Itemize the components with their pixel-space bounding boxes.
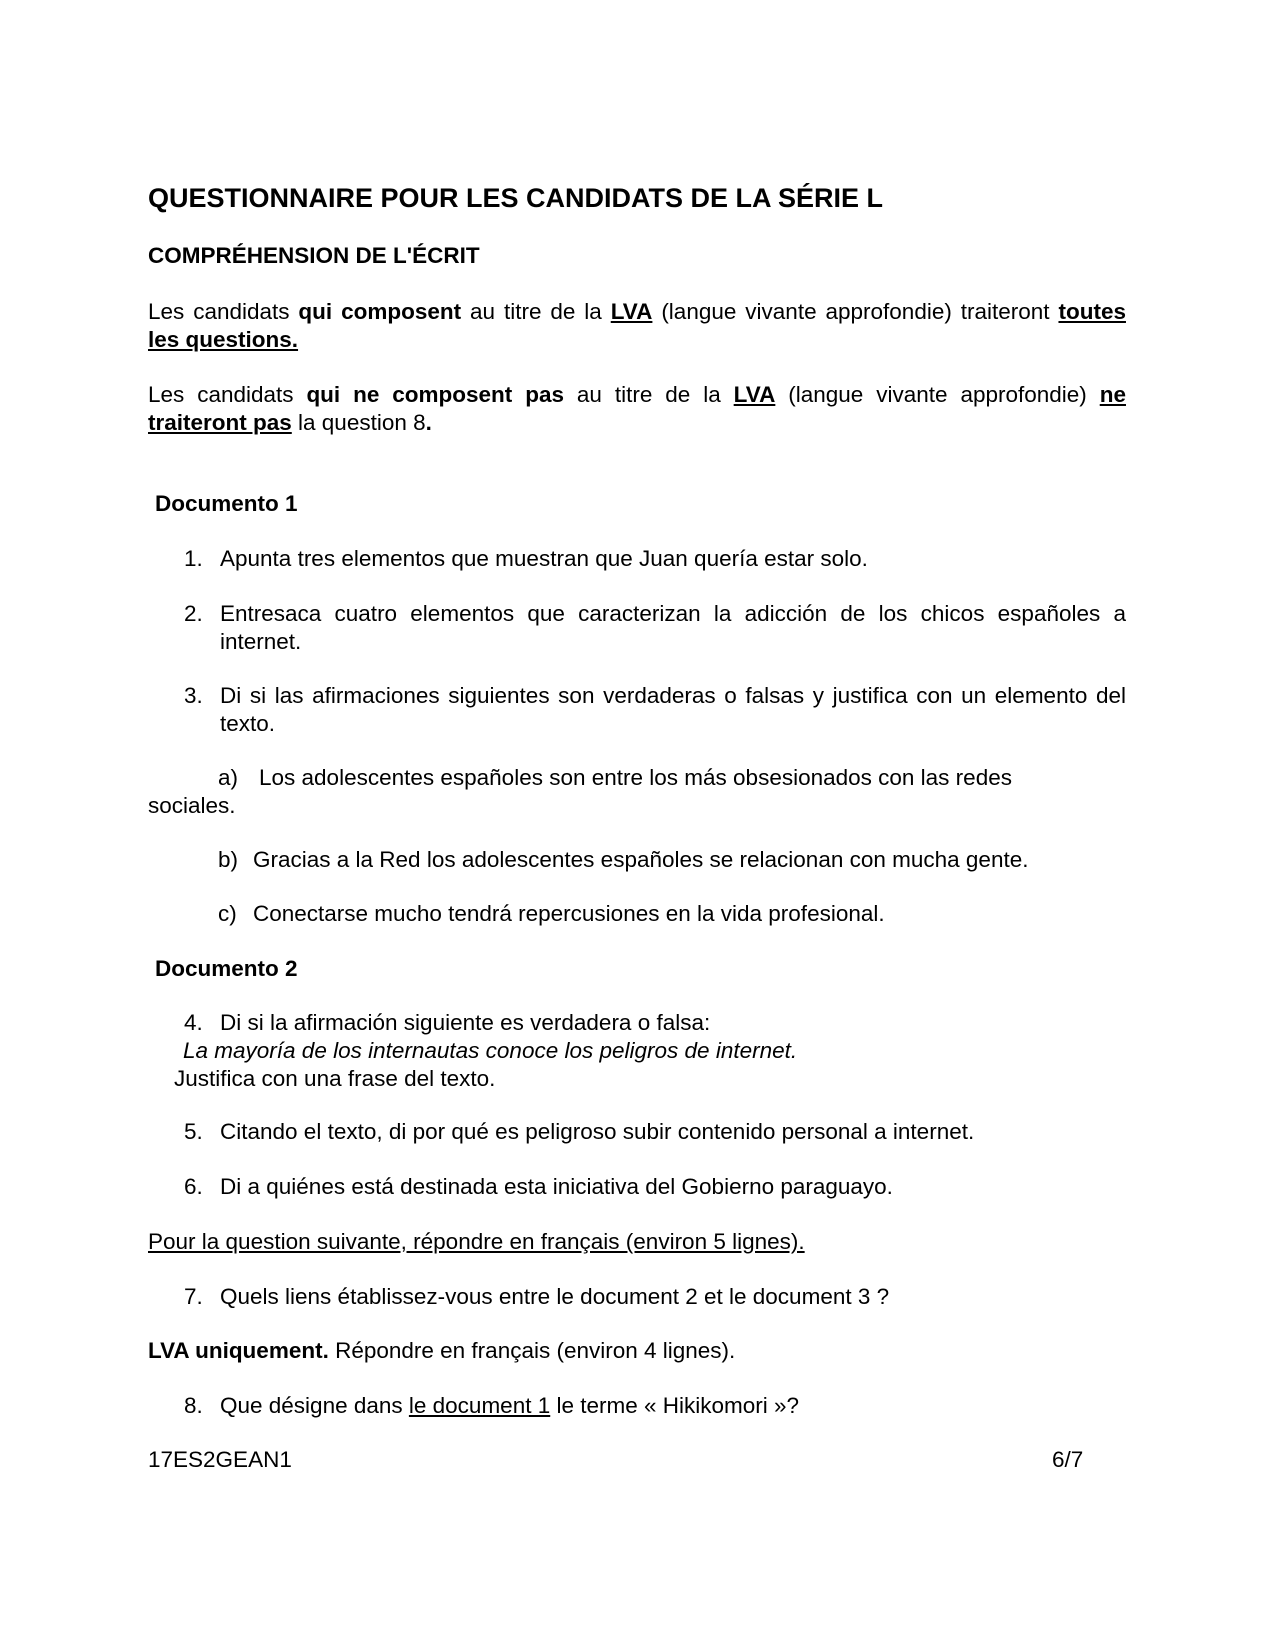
question-3a: a) Los adolescentes españoles son entre los más obsesionados con las redes sociales. (148, 765, 1012, 818)
documento-2-heading: Documento 2 (155, 956, 298, 981)
question-6: 6. Di a quiénes está destinada esta iniciativa del Gobierno paraguayo. (184, 1174, 893, 1199)
footer-code: 17ES2GEAN1 (148, 1447, 292, 1472)
documento-1-heading: Documento 1 (155, 491, 298, 516)
question-4: 4. Di si la afirmación siguiente es verdadera o falsa: La mayoría de los internautas conoce los peligros de internet. Justifica con una frase del texto. (174, 1010, 798, 1091)
question-3: 3. Di si las afirmaciones siguientes son verdaderas o falsas y justifica con un elemento del texto. (184, 683, 1126, 736)
footer-page-number: 6/7 (1052, 1447, 1084, 1472)
question-1: 1. Apunta tres elementos que muestran que Juan quería estar solo. (184, 546, 868, 571)
page-title: QUESTIONNAIRE POUR LES CANDIDATS DE LA SÉRIE L (148, 183, 884, 213)
question-3c: c) Conectarse mucho tendrá repercusiones en la vida profesional. (218, 901, 885, 926)
section-heading: COMPRÉHENSION DE L'ÉCRIT (148, 243, 480, 268)
question-8: 8. Que désigne dans le document 1 le terme « Hikikomori »? (184, 1393, 800, 1418)
question-3b: b) Gracias a la Red los adolescentes españoles se relacionan con mucha gente. (218, 847, 1029, 872)
question-2: 2. Entresaca cuatro elementos que caracterizan la adicción de los chicos españoles a internet. (184, 601, 1126, 654)
question-5: 5. Citando el texto, di por qué es peligroso subir contenido personal a internet. (184, 1119, 975, 1144)
intro-paragraph-1: Les candidats qui composent au titre de la LVA (langue vivante approfondie) traiteront toutes les questions. (148, 299, 1126, 352)
intro-paragraph-2: Les candidats qui ne composent pas au titre de la LVA (langue vivante approfondie) ne traiteront pas la question 8. (148, 382, 1126, 435)
lva-only-instruction: LVA uniquement. Répondre en français (environ 4 lignes). (148, 1338, 736, 1363)
question-4-statement: La mayoría de los internautas conoce los peligros de internet. (183, 1038, 798, 1063)
french-instruction: Pour la question suivante, répondre en français (environ 5 lignes). (148, 1229, 805, 1254)
question-7: 7. Quels liens établissez-vous entre le document 2 et le document 3 ? (184, 1284, 890, 1309)
